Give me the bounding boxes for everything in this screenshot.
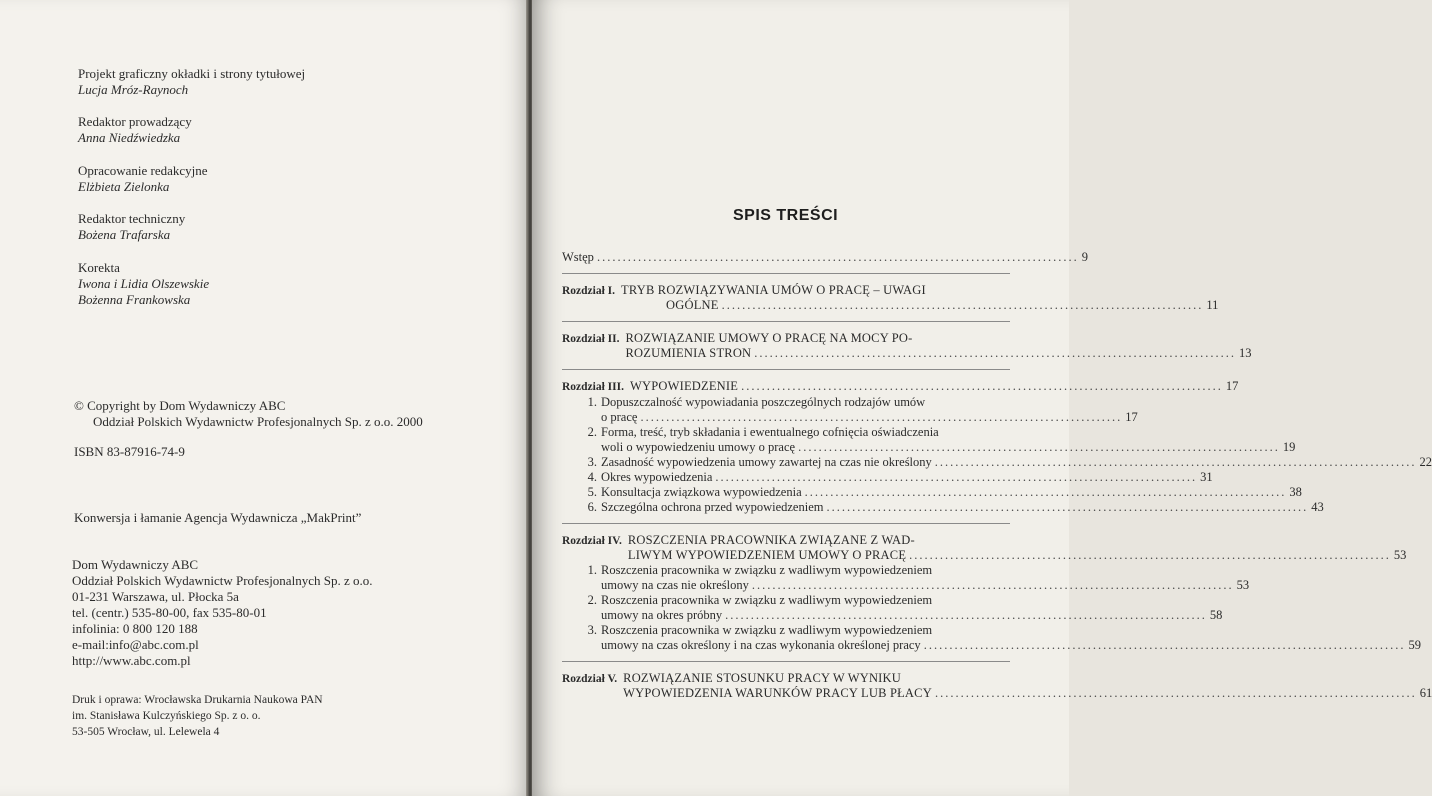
- toc-page-number: 19: [1282, 440, 1296, 454]
- credit-role: Opracowanie redakcyjne: [78, 163, 208, 178]
- copyright-line-2: Oddział Polskich Wydawnictw Profesjonalnych Sp. z o.o. 2000: [93, 414, 423, 429]
- toc-title: SPIS TREŚCI: [733, 207, 839, 224]
- credit-name: Iwona i Lidia Olszewskie: [78, 276, 210, 291]
- subsection-number: 1.: [587, 563, 597, 577]
- leader-dots: ..............................................................................................: [754, 346, 1237, 360]
- subsection-line-1: Okres wypowiedzenia: [601, 470, 713, 484]
- subsection-text: [601, 563, 1249, 593]
- credit-technical-editor: [78, 211, 185, 243]
- subsection-line-cont: [601, 440, 1295, 455]
- chapter-title-line-2: LIWYM WYPOWIEDZENIEM UMOWY O PRACĘ: [627, 548, 907, 562]
- toc-chapter-3: [562, 379, 1432, 524]
- subsection-number: 5.: [587, 485, 597, 499]
- subsection-text: [601, 500, 1324, 515]
- toc-page-number: 13: [1239, 346, 1252, 360]
- subsection-line-cont: [601, 410, 1138, 425]
- subsection-number: 3.: [587, 623, 597, 637]
- toc-subsection: [562, 455, 1432, 470]
- subsection-text: [601, 485, 1302, 500]
- subsection-number: 4.: [587, 470, 597, 484]
- subsection-line-1: Dopuszczalność wypowiadania poszczególnych rodzajów umów: [601, 395, 926, 409]
- subsection-text: [601, 455, 1432, 470]
- toc-subsection: [562, 500, 1324, 515]
- subsection-text: [601, 470, 1213, 485]
- leader-dots: ..............................................................................................: [934, 455, 1417, 469]
- chapter-heading: [562, 283, 1219, 313]
- chapter-label: Rozdział III.: [562, 381, 624, 393]
- chapter-title-line-2: ROZUMIENIA STRON: [625, 346, 752, 360]
- subsection-number: 3.: [587, 455, 597, 469]
- subsection-line-1: Szczególna ochrona przed wypowiedzeniem: [601, 500, 824, 514]
- credit-role: Korekta: [78, 260, 120, 275]
- leader-dots: ..............................................................................................: [751, 578, 1234, 592]
- chapter-body: [628, 533, 1407, 563]
- chapter-label: Rozdział V.: [562, 673, 618, 685]
- credit-name: Bożena Trafarska: [78, 227, 171, 242]
- chapter-body: [626, 331, 1252, 361]
- chapter-body: [630, 379, 1238, 394]
- publisher-line: http://www.abc.com.pl: [72, 653, 191, 668]
- subsection-line-1: Roszczenia pracownika w związku z wadliwym wypowiedzeniem: [601, 593, 933, 607]
- toc-page-number: 53: [1393, 548, 1407, 562]
- credit-name: Elżbieta Zielonka: [78, 179, 170, 194]
- credit-role: Redaktor techniczny: [78, 211, 186, 226]
- publisher-line: Oddział Polskich Wydawnictw Profesjonalnych Sp. z o.o.: [72, 573, 373, 588]
- subsection-line-1: Zasadność wypowiedzenia umowy zawartej na czas nie określony: [601, 455, 932, 469]
- toc-page-number: 31: [1200, 470, 1213, 484]
- toc-subsection: [562, 470, 1213, 485]
- toc-page-number: 9: [1081, 250, 1088, 264]
- leader-dots: ..............................................................................................: [725, 608, 1207, 622]
- printer-line: im. Stanisława Kulczyńskiego Sp. z o. o.: [72, 710, 261, 722]
- printer-info: [72, 692, 323, 740]
- subsection-line-1: Roszczenia pracownika w związku z wadliwym wypowiedzeniem: [601, 563, 933, 577]
- chapter-title-cont: [628, 548, 1407, 563]
- credit-lead-editor: [78, 114, 192, 146]
- toc-entry-label: Wstęp: [562, 250, 594, 264]
- toc-page-number: 22: [1419, 455, 1432, 469]
- chapter-heading: [562, 533, 1407, 563]
- copyright-notice: [74, 398, 423, 430]
- chapter-title-cont: [623, 686, 1432, 701]
- toc-page-number: 17: [1125, 410, 1138, 424]
- leader-dots: ..............................................................................................: [934, 686, 1417, 700]
- chapter-heading: [562, 331, 1252, 361]
- left-page: [0, 0, 528, 796]
- toc-subsection: [562, 395, 1138, 425]
- publisher-line: infolinia: 0 800 120 188: [72, 621, 198, 636]
- leader-dots: ..............................................................................................: [804, 485, 1287, 499]
- credit-cover-design: [78, 66, 305, 98]
- chapter-title-line-1: ROZWIĄZANIE STOSUNKU PRACY W WYNIKU: [623, 671, 902, 685]
- chapter-title-line-1: ROSZCZENIA PRACOWNIKA ZWIĄZANE Z WAD-: [627, 533, 915, 547]
- copyright-line-1: © Copyright by Dom Wydawniczy ABC: [74, 398, 286, 413]
- printer-line: 53-505 Wrocław, ul. Lelewela 4: [72, 726, 220, 738]
- subsection-text: [601, 395, 1138, 425]
- toc-page-number: 58: [1209, 608, 1223, 622]
- chapter-title-line-1: WYPOWIEDZENIE: [629, 379, 739, 393]
- chapter-label: Rozdział IV.: [562, 535, 622, 547]
- subsection-line-1: Konsultacja związkowa wypowiedzenia: [601, 485, 802, 499]
- toc-page-number: 59: [1408, 638, 1421, 652]
- publisher-address: [72, 557, 372, 669]
- chapter-label: Rozdział I.: [562, 285, 616, 297]
- leader-dots: ..............................................................................................: [715, 470, 1198, 484]
- toc-subsection: [562, 623, 1421, 653]
- conversion-credit: Konwersja i łamanie Agencja Wydawnicza „MakPrint”: [74, 510, 362, 525]
- toc-subsection: [562, 485, 1302, 500]
- subsection-line-2: umowy na czas określony i na czas wykonania określonej pracy: [601, 638, 921, 652]
- subsection-line-cont: [601, 578, 1249, 593]
- leader-dots: ..............................................................................................: [741, 379, 1223, 393]
- table-of-contents: [562, 250, 1432, 709]
- leader-dots: ..............................................................................................: [909, 548, 1391, 562]
- chapter-title-line-1: TRYB ROZWIĄZYWANIA UMÓW O PRACĘ – UWAGI: [621, 283, 926, 297]
- credit-role: Projekt graficzny okładki i strony tytułowej: [78, 66, 306, 81]
- leader-dots: ..............................................................................................: [596, 250, 1079, 264]
- toc-entry: [562, 250, 1088, 265]
- chapter-title-cont: [626, 346, 1252, 361]
- chapter-body: [621, 283, 1218, 313]
- chapter-body: [623, 671, 1432, 701]
- subsection-line-2: umowy na okres próbny: [601, 608, 723, 622]
- subsection-text: [601, 593, 1222, 623]
- chapter-heading: [562, 671, 1432, 701]
- leader-dots: ..............................................................................................: [640, 410, 1123, 424]
- credit-role: Redaktor prowadzący: [78, 114, 192, 129]
- toc-page-number: 11: [1206, 298, 1219, 312]
- chapter-title-line-2: OGÓLNE: [666, 298, 719, 312]
- toc-chapter-1: [562, 283, 1219, 322]
- subsection-line-2: o pracę: [601, 410, 638, 424]
- toc-page-number: 53: [1236, 578, 1250, 592]
- subsection-line-cont: [601, 608, 1222, 623]
- toc-page-number: 43: [1311, 500, 1324, 514]
- subsection-text: [601, 425, 1295, 455]
- chapter-title-line-1: ROZWIĄZANIE UMOWY O PRACĘ NA MOCY PO-: [625, 331, 913, 345]
- chapter-label: Rozdział II.: [562, 333, 620, 345]
- publisher-line: tel. (centr.) 535-80-00, fax 535-80-01: [72, 605, 267, 620]
- subsection-text: [601, 623, 1421, 653]
- leader-dots: ..............................................................................................: [721, 298, 1204, 312]
- subsection-number: 6.: [587, 500, 597, 514]
- toc-page-number: 61: [1419, 686, 1432, 700]
- subsection-line-2: woli o wypowiedzeniu umowy o pracę: [601, 440, 796, 454]
- subsection-number: 1.: [587, 395, 597, 409]
- credit-name: Lucja Mróz-Raynoch: [78, 82, 189, 97]
- subsection-line-1: Forma, treść, tryb składania i ewentualnego cofnięcia oświadczenia: [601, 425, 939, 439]
- publisher-line: e-mail:info@abc.com.pl: [72, 637, 199, 652]
- toc-subsection: [562, 425, 1296, 455]
- subsection-number: 2.: [587, 425, 597, 439]
- subsection-line-2: umowy na czas nie określony: [601, 578, 749, 592]
- subsection-line-1: Roszczenia pracownika w związku z wadliwym wypowiedzeniem: [601, 623, 933, 637]
- isbn: ISBN 83-87916-74-9: [74, 444, 185, 459]
- toc-page-number: 17: [1225, 379, 1239, 393]
- credit-proofreading: [78, 260, 209, 308]
- toc-chapter-5: [562, 671, 1432, 709]
- publisher-line: Dom Wydawniczy ABC: [72, 557, 199, 572]
- credit-name: Anna Niedźwiedzka: [78, 130, 181, 145]
- chapter-title-cont: [621, 298, 1218, 313]
- chapter-title-line-2: WYPOWIEDZENIA WARUNKÓW PRACY LUB PŁACY: [623, 686, 932, 700]
- leader-dots: ..............................................................................................: [923, 638, 1406, 652]
- credit-editorial: [78, 163, 208, 195]
- toc-subsection: [562, 593, 1223, 623]
- subsection-line-cont: [601, 638, 1421, 653]
- chapter-heading: [562, 379, 1239, 395]
- toc-intro: [562, 250, 1088, 274]
- toc-page-number: 38: [1289, 485, 1302, 499]
- toc-subsection: [562, 563, 1250, 593]
- leader-dots: ..............................................................................................: [826, 500, 1309, 514]
- toc-chapter-2: [562, 331, 1252, 370]
- printer-line: Druk i oprawa: Wrocławska Drukarnia Naukowa PAN: [72, 694, 323, 706]
- credit-name-2: Bożenna Frankowska: [78, 292, 191, 307]
- publisher-line: 01-231 Warszawa, ul. Płocka 5a: [72, 589, 239, 604]
- leader-dots: ..............................................................................................: [798, 440, 1280, 454]
- subsection-number: 2.: [587, 593, 597, 607]
- toc-chapter-4: [562, 533, 1421, 662]
